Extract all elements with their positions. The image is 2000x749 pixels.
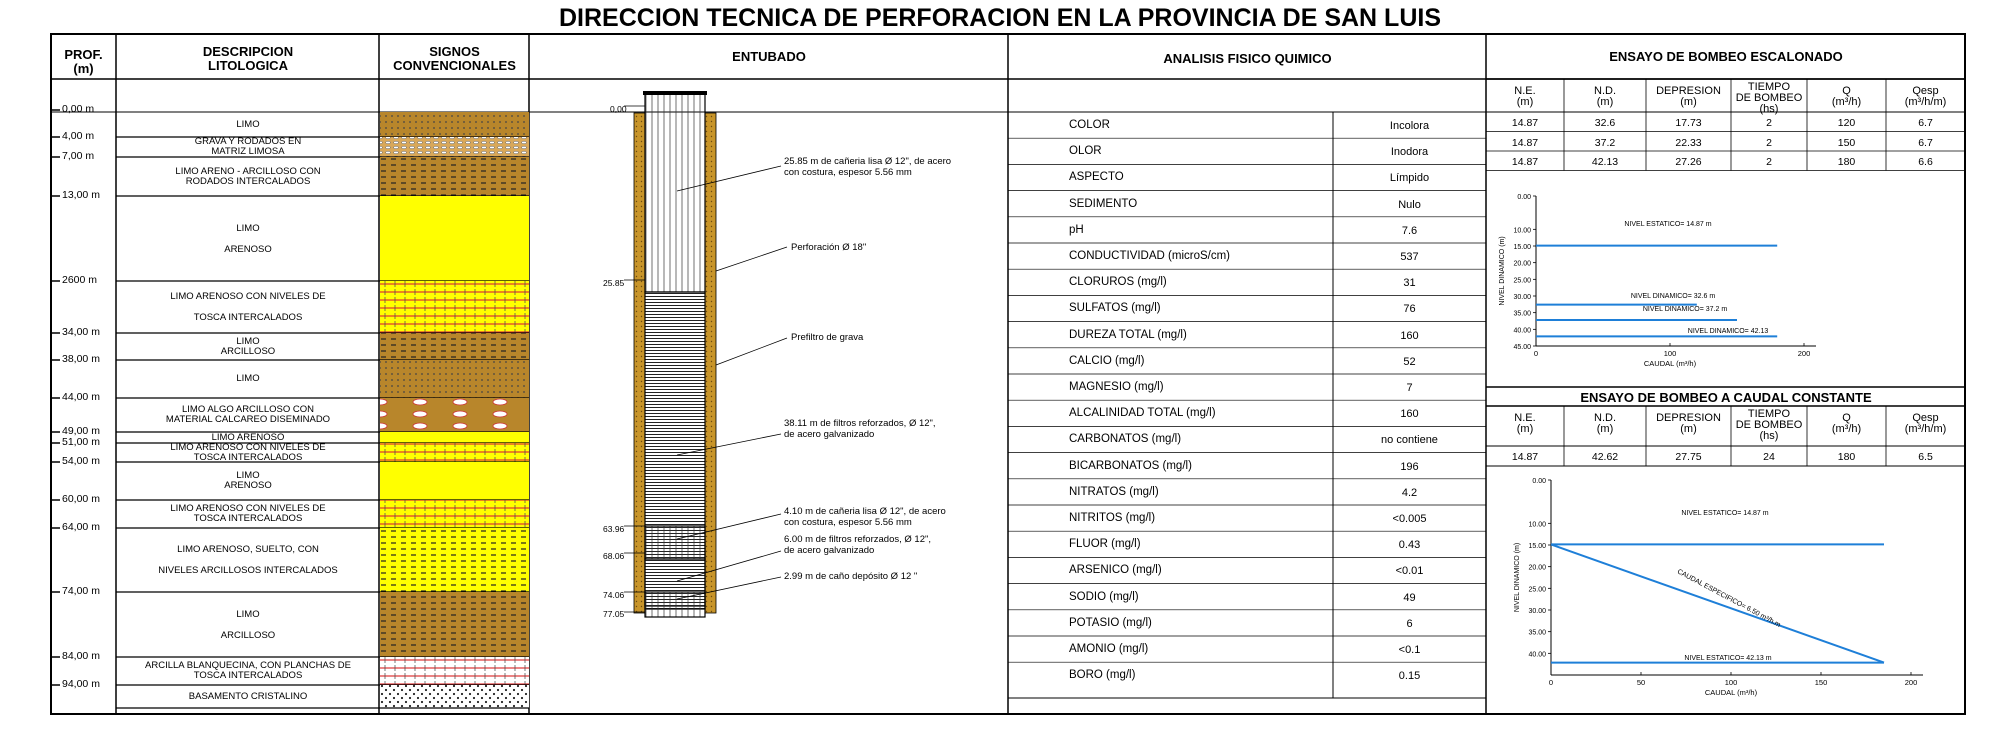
lithology-description	[117, 281, 379, 333]
series-label: CAUDAL ESPECIFICO= 6.50 m³/h.m	[1675, 568, 1782, 629]
table-header-cell	[1646, 86, 1731, 108]
table-header-cell	[1886, 86, 1965, 108]
table-cell: 6.7	[1918, 117, 1933, 129]
table-cell: 32.6	[1594, 117, 1616, 129]
series-line	[1551, 544, 1884, 662]
x-tick-label: 0	[1533, 349, 1539, 358]
x-tick-label: 50	[1636, 678, 1646, 687]
analisis-value: 76	[1403, 303, 1416, 316]
x-axis-label: CAUDAL (m³/h)	[1704, 688, 1758, 697]
table-cell: 27.26	[1675, 156, 1702, 168]
header-ensayo-constante: ENSAYO DE BOMBEO A CAUDAL CONSTANTE	[1580, 390, 1872, 405]
sign-overlay	[380, 528, 529, 592]
table-header-cell	[1486, 413, 1564, 435]
series-label: NIVEL ESTATICO= 42.13 m	[1684, 655, 1772, 662]
depth-label: 13,00 m	[62, 189, 100, 201]
header-line: (m³/h)	[1831, 96, 1862, 108]
analisis-value: 7	[1406, 382, 1413, 394]
table-cell: 37.2	[1594, 136, 1616, 149]
table-header-cell	[1807, 86, 1886, 108]
lithology-description	[117, 112, 379, 137]
y-tick-label: 35.00	[1513, 310, 1531, 318]
table-cell: 150	[1837, 136, 1856, 149]
sign-overlay	[380, 443, 529, 462]
header-line: Q	[1842, 412, 1851, 424]
table-cell: 6.5	[1918, 451, 1933, 463]
analisis-value: 196	[1400, 460, 1419, 473]
y-tick-label: 15.00	[1513, 244, 1531, 251]
depth-label: 51,00 m	[62, 436, 100, 448]
well-annotation	[791, 242, 866, 253]
analisis-value: 0.15	[1398, 670, 1421, 683]
well-annotation	[784, 571, 917, 582]
table-cell: 180	[1837, 451, 1856, 463]
sign-overlay	[380, 657, 529, 685]
header-line: DEPRESION	[1656, 412, 1721, 424]
analisis-param: COLOR	[1069, 119, 1110, 131]
sign-overlay	[380, 592, 529, 657]
table-cell: 6.6	[1918, 156, 1933, 168]
table-cell: 2	[1766, 136, 1772, 149]
y-tick-label: 0.00	[1532, 478, 1546, 485]
deposit-pipe	[645, 592, 705, 617]
lithology-description	[117, 333, 379, 360]
lithology-line: ARCILLA BLANQUECINA, CON PLANCHAS DE	[145, 660, 351, 671]
lithology-description	[117, 500, 379, 528]
table-header-cell	[1886, 413, 1965, 435]
sign-overlay	[380, 685, 529, 708]
analisis-param: CARBONATOS (mg/l)	[1069, 433, 1182, 446]
header-ensayo-escalonado: ENSAYO DE BOMBEO ESCALONADO	[1609, 49, 1843, 64]
lithology-line: MATRIZ LIMOSA	[211, 146, 285, 157]
table-cell: 2	[1766, 156, 1772, 168]
header-line: (m)	[1516, 96, 1534, 108]
analisis-param: SODIO (mg/l)	[1069, 590, 1139, 603]
analisis-param: ALCALINIDAD TOTAL (mg/l)	[1069, 407, 1216, 420]
analisis-value: no contiene	[1381, 434, 1438, 447]
lithology-line: BASAMENTO CRISTALINO	[188, 690, 308, 702]
lithology-line: LIMO ARENOSO	[211, 431, 285, 443]
header-line: DE BOMBEO	[1735, 92, 1803, 104]
table-cell: 42.62	[1591, 451, 1619, 463]
table-cell: 27.75	[1675, 451, 1702, 463]
analisis-value: 49	[1403, 591, 1416, 604]
annotation-line: de acero galvanizado	[784, 429, 875, 440]
x-tick-label: 150	[1814, 678, 1828, 687]
analisis-value: 7.6	[1401, 224, 1418, 237]
analisis-value: Inodora	[1390, 146, 1429, 159]
lithology-line: NIVELES ARCILLOSOS INTERCALADOS	[158, 565, 338, 576]
depth-label: 84,00 m	[62, 650, 100, 662]
table-cell: 22.33	[1675, 136, 1702, 149]
analisis-param: MAGNESIO (mg/l)	[1069, 381, 1164, 393]
analisis-param: OLOR	[1069, 145, 1102, 158]
lithology-description	[117, 592, 379, 657]
depth-mark: 25.85	[603, 278, 625, 288]
y-axis-label: NIVEL DINAMICO (m)	[1499, 236, 1506, 306]
depth-label: 34,00 m	[62, 326, 100, 338]
analisis-param: pH	[1069, 223, 1084, 236]
table-header-cell	[1646, 413, 1731, 435]
lithology-line: ARCILLOSO	[220, 629, 276, 641]
page-title: DIRECCION TECNICA DE PERFORACION EN LA PROVINCIA DE SAN LUIS	[559, 4, 1441, 32]
lithology-line: ARENOSO	[224, 243, 272, 255]
well-annotation	[784, 418, 936, 440]
lithology-line: LIMO ARENOSO CON NIVELES DE	[170, 441, 326, 453]
header-line: Q	[1842, 85, 1851, 97]
lithology-description	[117, 137, 379, 157]
depth-label: 64,00 m	[62, 521, 100, 533]
lithology-description	[117, 462, 379, 500]
series-label: NIVEL DINAMICO= 32.6 m	[1630, 293, 1716, 300]
header-line: (m³/h/m)	[1904, 96, 1947, 108]
analisis-param: NITRATOS (mg/l)	[1069, 485, 1159, 498]
analisis-table-grid	[1008, 0, 1486, 749]
lithology-line: TOSCA INTERCALADOS	[193, 451, 303, 463]
header-line: TIEMPO	[1747, 408, 1791, 420]
y-tick-label: 20.00	[1528, 564, 1546, 572]
analisis-value: 6	[1406, 617, 1413, 630]
depth-label: 4,00 m	[62, 130, 95, 142]
analisis-value: 160	[1400, 329, 1419, 342]
table-cell: 42.13	[1591, 156, 1619, 168]
table-cell: 120	[1837, 117, 1856, 129]
y-tick-label: 30.00	[1528, 608, 1546, 615]
annotation-line: 38.11 m de filtros reforzados, Ø 12",	[784, 418, 936, 429]
depth-label: 0,00 m	[62, 103, 95, 115]
analisis-param: CLORUROS (mg/l)	[1069, 276, 1167, 289]
lithology-line: TOSCA INTERCALADOS	[193, 513, 303, 524]
chart-escalonado	[1486, 188, 1965, 388]
annotation-line: 6.00 m de filtros reforzados, Ø 12",	[784, 534, 931, 545]
lithology-line: LIMO ARENOSO, SUELTO, CON	[177, 544, 319, 555]
annotation-line: con costura, espesor 5.56 mm	[784, 167, 912, 178]
header-line: N.D.	[1594, 412, 1616, 424]
table-cell: 14.87	[1511, 136, 1539, 149]
series-label: NIVEL ESTATICO= 14.87 m	[1681, 510, 1769, 517]
depth-label: 60,00 m	[62, 493, 100, 505]
analisis-param: BORO (mg/l)	[1069, 669, 1136, 682]
header-line: (m³/h)	[1831, 423, 1862, 435]
casing-upper	[645, 93, 705, 292]
header-line: (m)	[1680, 423, 1697, 435]
table-cell: 14.87	[1511, 451, 1539, 463]
table-header-cell	[1486, 86, 1564, 108]
depth-mark: 68.06	[603, 551, 625, 561]
annotation-line: con costura, espesor 5.56 mm	[784, 517, 912, 528]
analisis-param: BICARBONATOS (mg/l)	[1069, 459, 1192, 472]
y-tick-label: 35.00	[1528, 629, 1546, 637]
table-header-cell	[1564, 86, 1646, 108]
annotation-line: Prefiltro de grava	[791, 332, 864, 343]
lithology-line: LIMO	[236, 608, 260, 620]
header-line: (hs)	[1759, 430, 1779, 442]
lithology-line: ARCILLOSO	[220, 345, 276, 357]
y-tick-label: 30.00	[1513, 294, 1531, 301]
analisis-param: SEDIMENTO	[1069, 197, 1138, 210]
sign-overlay	[380, 137, 529, 157]
analisis-param: FLUOR (mg/l)	[1069, 538, 1141, 551]
table-cell: 180	[1837, 156, 1856, 168]
y-axis-label: NIVEL DINAMICO (m)	[1514, 542, 1521, 613]
y-tick-label: 10.00	[1513, 227, 1531, 235]
chart-constante	[1486, 470, 1965, 710]
annotation-line: 25.85 m de cañeria lisa Ø 12", de acero	[784, 156, 952, 167]
analisis-value: 52	[1403, 355, 1416, 368]
analisis-param: ASPECTO	[1069, 171, 1124, 184]
y-tick-label: 10.00	[1528, 521, 1546, 529]
sign-overlay	[380, 333, 529, 360]
lithology-description	[117, 398, 379, 432]
gravel-pack-right	[705, 113, 716, 613]
x-tick-label: 100	[1724, 678, 1738, 687]
y-tick-label: 40.00	[1513, 327, 1531, 335]
table-header-cell	[1731, 82, 1807, 115]
depth-label: 7,00 m	[62, 150, 95, 162]
analisis-value: Límpido	[1389, 172, 1430, 185]
analisis-param: CONDUCTIVIDAD (microS/cm)	[1069, 250, 1230, 262]
header-line: Qesp	[1912, 85, 1939, 97]
header-line: (m)	[1596, 423, 1614, 435]
header-entubado: ENTUBADO	[732, 49, 806, 64]
annotation-line: 4.10 m de cañeria lisa Ø 12", de acero	[784, 506, 946, 517]
series-label: NIVEL ESTATICO= 14.87 m	[1624, 221, 1712, 228]
table-header-cell	[1807, 413, 1886, 435]
y-tick-label: 25.00	[1528, 586, 1546, 594]
analisis-param: AMONIO (mg/l)	[1069, 643, 1149, 655]
annotation-line: Perforación Ø 18"	[791, 242, 867, 253]
y-tick-label: 20.00	[1513, 260, 1531, 268]
depth-label: 38,00 m	[62, 353, 100, 365]
lithology-line: LIMO ARENOSO CON NIVELES DE	[170, 503, 326, 514]
depth-label: 44,00 m	[62, 391, 100, 403]
series-label: NIVEL DINAMICO= 37.2 m	[1642, 306, 1728, 313]
header-line: TIEMPO	[1747, 81, 1791, 93]
analisis-value: 0.43	[1398, 539, 1421, 552]
header-line: N.E.	[1514, 85, 1536, 97]
lithology-line: MATERIAL CALCAREO DISEMINADO	[165, 414, 331, 425]
analisis-value: <0.005	[1392, 513, 1427, 525]
analisis-value: 160	[1400, 408, 1419, 421]
header-line: N.E.	[1514, 412, 1536, 424]
series-label: NIVEL DINAMICO= 42.13	[1687, 328, 1769, 335]
lithology-description	[117, 528, 379, 592]
header-descripcion: DESCRIPCION LITOLOGICA	[202, 44, 294, 73]
well-annotation	[784, 156, 951, 178]
lithology-line: TOSCA INTERCALADOS	[193, 312, 303, 323]
table-cell: 14.87	[1511, 117, 1539, 129]
depth-mark: 63.96	[603, 524, 625, 534]
header-line: Qesp	[1912, 412, 1939, 424]
lithology-line: RODADOS INTERCALADOS	[185, 175, 311, 187]
analisis-value: 4.2	[1401, 486, 1418, 499]
table-cell: 6.7	[1918, 136, 1933, 149]
lithology-line: LIMO	[236, 470, 260, 481]
lithology-line: LIMO ARENOSO CON NIVELES DE	[170, 291, 326, 302]
header-prof: PROF. (m)	[64, 47, 103, 76]
sign-overlay	[380, 398, 529, 432]
table-header-cell	[1731, 409, 1807, 442]
depth-label: 74,00 m	[62, 585, 100, 597]
depth-label: 94,00 m	[62, 678, 100, 690]
annotation-line: de acero galvanizado	[784, 545, 875, 556]
y-tick-label: 45.00	[1513, 344, 1531, 351]
y-tick-label: 40.00	[1528, 651, 1546, 659]
annotation-line: 2.99 m de caño depósito Ø 12 "	[784, 571, 918, 582]
x-tick-label: 200	[1904, 678, 1918, 687]
depth-mark: 0,00	[610, 104, 627, 114]
header-analisis: ANALISIS FISICO QUIMICO	[1163, 51, 1332, 66]
analisis-value: <0.01	[1395, 565, 1424, 578]
depth-label: 54,00 m	[62, 455, 100, 467]
header-line: DE BOMBEO	[1735, 419, 1803, 431]
header-signos: SIGNOS CONVENCIONALES	[393, 44, 516, 73]
header-line: (m³/h/m)	[1904, 423, 1947, 435]
table-cell: 2	[1766, 117, 1772, 129]
y-tick-label: 0.00	[1517, 194, 1531, 201]
sign-overlay	[380, 112, 529, 137]
analisis-param: DUREZA TOTAL (mg/l)	[1069, 328, 1187, 341]
casing-lower	[645, 526, 705, 559]
lithology-description	[117, 685, 379, 708]
lithology-line: LIMO ALGO ARCILLOSO CON	[182, 404, 314, 415]
header-line: DEPRESION	[1656, 85, 1721, 97]
lithology-line: ARENOSO	[224, 480, 272, 491]
well-annotation	[784, 534, 931, 556]
lithology-line: TOSCA INTERCALADOS	[193, 670, 303, 681]
header-line: N.D.	[1594, 85, 1616, 97]
sign-overlay	[380, 157, 529, 196]
y-tick-label: 25.00	[1513, 277, 1531, 285]
x-tick-label: 100	[1663, 349, 1677, 358]
analisis-value: Nulo	[1398, 198, 1421, 211]
depth-mark: 77.05	[603, 609, 625, 619]
lithology-description	[117, 360, 379, 398]
analisis-param: POTASIO (mg/l)	[1069, 616, 1152, 629]
depth-mark: 74.06	[603, 590, 625, 600]
lithology-line: LIMO	[236, 222, 260, 234]
table-cell: 14.87	[1511, 156, 1539, 168]
x-tick-label: 0	[1548, 678, 1554, 687]
well-annotation	[791, 332, 863, 343]
gravel-pack	[634, 113, 645, 613]
table-header-cell	[1564, 413, 1646, 435]
lithology-line: LIMO	[236, 118, 260, 130]
lithology-line: LIMO ARENO - ARCILLOSO CON	[175, 165, 321, 177]
analisis-value: <0.1	[1398, 644, 1421, 656]
depth-label: 49,00 m	[62, 425, 100, 437]
header-line: (m)	[1596, 96, 1614, 108]
analisis-param: SULFATOS (mg/l)	[1069, 302, 1161, 315]
well-annotation	[784, 506, 946, 528]
lithology-line: LIMO	[236, 335, 260, 347]
y-tick-label: 15.00	[1528, 543, 1546, 550]
lithology-description	[117, 196, 379, 281]
x-axis-label: CAUDAL (m³/h)	[1643, 359, 1697, 368]
header-line: (hs)	[1759, 103, 1779, 115]
analisis-value: Incolora	[1389, 120, 1430, 132]
table-cell: 17.73	[1675, 117, 1702, 129]
sign-overlay	[380, 281, 529, 333]
lithology-line: GRAVA Y RODADOS EN	[194, 136, 302, 147]
lithology-description	[117, 657, 379, 685]
x-tick-label: 200	[1797, 349, 1811, 358]
analisis-value: 31	[1403, 277, 1416, 290]
sign-arena	[380, 432, 529, 443]
lithology-line: LIMO	[236, 373, 260, 384]
analisis-param: ARSENICO (mg/l)	[1069, 564, 1162, 577]
sign-overlay	[380, 500, 529, 528]
header-line: (m)	[1680, 96, 1697, 108]
lithology-description	[117, 157, 379, 196]
sign-arena	[380, 462, 529, 500]
sign-arena	[380, 196, 529, 281]
analisis-value: 537	[1400, 251, 1419, 263]
analisis-param: NITRITOS (mg/l)	[1069, 512, 1156, 524]
analisis-param: CALCIO (mg/l)	[1069, 354, 1145, 367]
header-line: (m)	[1516, 423, 1534, 435]
table-cell: 24	[1763, 451, 1775, 463]
sign-overlay	[380, 360, 529, 398]
lithology-description	[117, 443, 379, 462]
depth-label: 2600 m	[62, 274, 98, 286]
